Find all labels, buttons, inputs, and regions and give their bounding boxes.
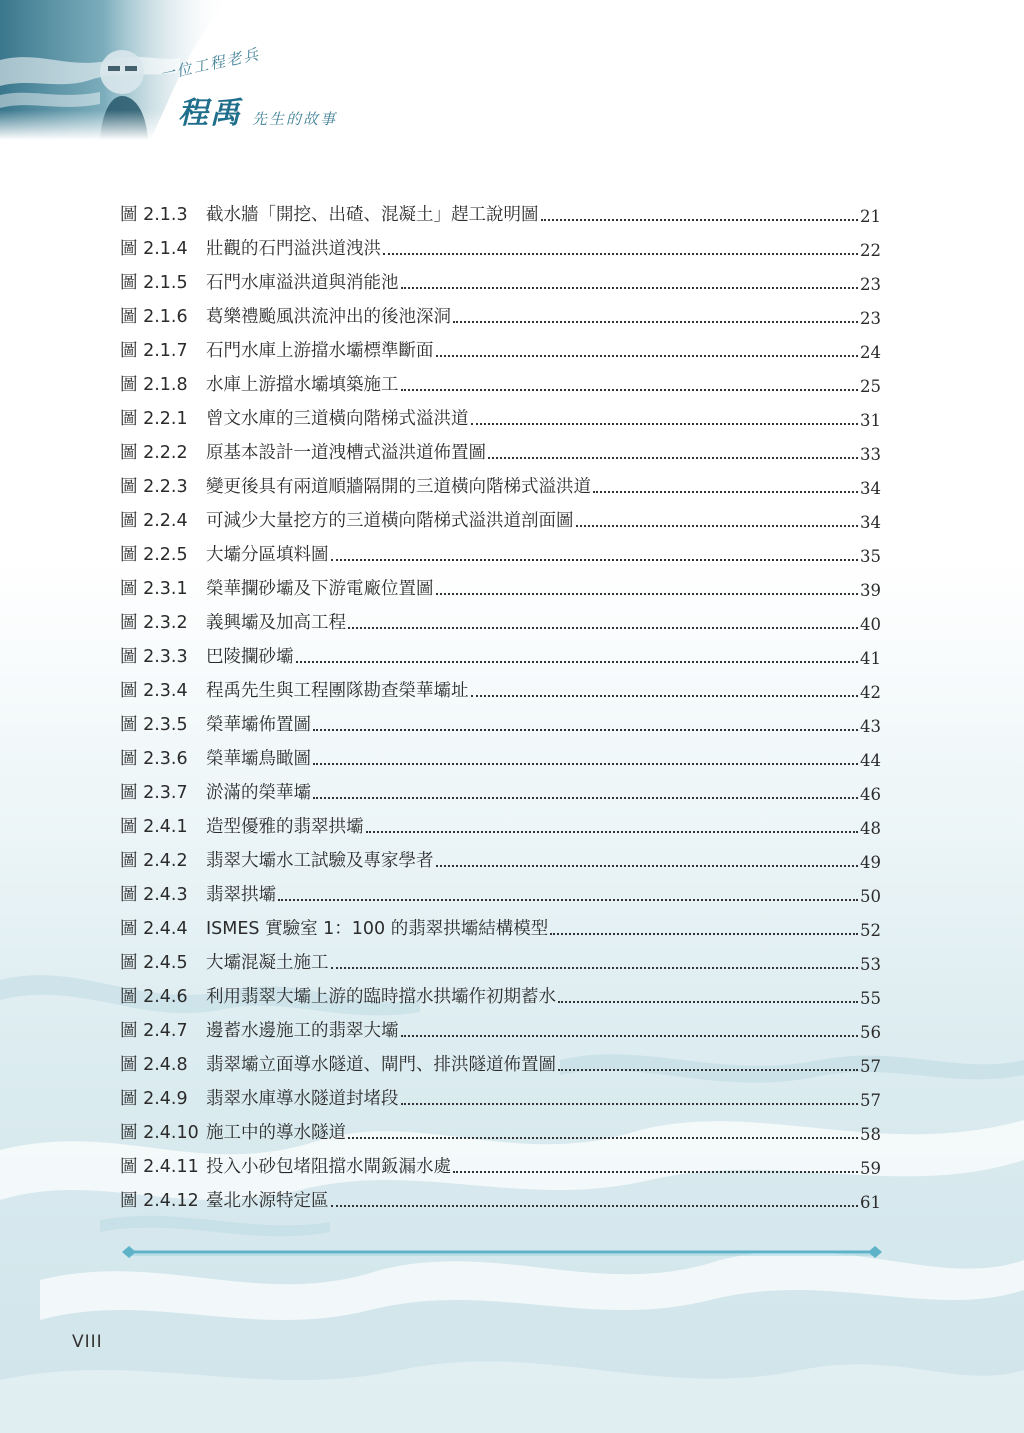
dot-leader <box>401 1103 859 1105</box>
dot-leader <box>558 1001 858 1003</box>
header-tail: 先生的故事 <box>252 110 338 128</box>
figure-title: 葛樂禮颱風洪流沖出的後池深洞 <box>206 307 451 327</box>
divider-line <box>122 1245 882 1259</box>
figure-title: 大壩分區填料圖 <box>206 545 329 565</box>
figure-title: 程禹先生與工程團隊勘查榮華壩址 <box>206 681 469 701</box>
toc-entry <box>120 736 880 770</box>
figure-number: 圖 2.1.8 <box>120 375 188 395</box>
figure-title: 石門水庫上游擋水壩標準斷面 <box>206 341 434 361</box>
figure-title: ISMES 實驗室 1：100 的翡翠拱壩結構模型 <box>206 919 549 939</box>
page-reference: 44 <box>860 751 881 770</box>
page-reference: 23 <box>860 275 881 294</box>
page-reference: 43 <box>860 717 881 736</box>
dot-leader <box>331 1205 859 1207</box>
dot-leader <box>576 525 859 527</box>
toc-entry <box>120 498 880 532</box>
figure-number: 圖 2.1.6 <box>120 307 188 327</box>
dot-leader <box>278 899 858 901</box>
dot-leader <box>348 627 858 629</box>
figure-title: 施工中的導水隧道 <box>206 1123 346 1143</box>
figure-number: 圖 2.4.11 <box>120 1157 199 1177</box>
figure-number: 圖 2.1.3 <box>120 205 188 225</box>
toc-entry <box>120 396 880 430</box>
dot-leader <box>550 933 858 935</box>
figure-number: 圖 2.4.12 <box>120 1191 199 1211</box>
figure-number: 圖 2.3.5 <box>120 715 188 735</box>
toc-entry <box>120 1042 880 1076</box>
page-reference: 53 <box>860 955 881 974</box>
figure-number: 圖 2.4.3 <box>120 885 188 905</box>
page-reference: 56 <box>860 1023 881 1042</box>
page-reference: 34 <box>860 479 881 498</box>
dot-leader <box>541 219 859 221</box>
toc-entry <box>120 1178 880 1212</box>
figure-number: 圖 2.2.2 <box>120 443 188 463</box>
toc-entry <box>120 1008 880 1042</box>
page-reference: 52 <box>860 921 881 940</box>
dot-leader <box>331 967 859 969</box>
page-reference: 57 <box>860 1091 881 1110</box>
toc-entry <box>120 226 880 260</box>
figure-title: 淤滿的榮華壩 <box>206 783 311 803</box>
page-reference: 41 <box>860 649 881 668</box>
page-reference: 42 <box>860 683 881 702</box>
toc-entry <box>120 260 880 294</box>
figure-title: 變更後具有兩道順牆隔開的三道橫向階梯式溢洪道 <box>206 477 591 497</box>
figure-title: 曾文水庫的三道橫向階梯式溢洪道 <box>206 409 469 429</box>
figure-title: 巴陵攔砂壩 <box>206 647 294 667</box>
figure-title: 原基本設計一道洩槽式溢洪道佈置圖 <box>206 443 486 463</box>
toc-entry <box>120 430 880 464</box>
figure-number: 圖 2.4.6 <box>120 987 188 1007</box>
dot-leader <box>488 457 858 459</box>
page-reference: 39 <box>860 581 881 600</box>
dot-leader <box>593 491 858 493</box>
figure-number: 圖 2.3.2 <box>120 613 188 633</box>
figure-title: 義興壩及加高工程 <box>206 613 346 633</box>
figure-number: 圖 2.4.8 <box>120 1055 188 1075</box>
figure-title: 榮華攔砂壩及下游電廠位置圖 <box>206 579 434 599</box>
toc-entry <box>120 702 880 736</box>
page-reference: 50 <box>860 887 881 906</box>
dot-leader <box>348 1137 858 1139</box>
figure-title: 臺北水源特定區 <box>206 1191 329 1211</box>
figure-number: 圖 2.1.7 <box>120 341 188 361</box>
page-reference: 49 <box>860 853 881 872</box>
toc-entry <box>120 668 880 702</box>
toc-entry <box>120 328 880 362</box>
dot-leader <box>401 1035 859 1037</box>
figure-number: 圖 2.3.6 <box>120 749 188 769</box>
page-reference: 35 <box>860 547 881 566</box>
figure-title: 榮華壩鳥瞰圖 <box>206 749 311 769</box>
dot-leader <box>436 865 859 867</box>
figure-number: 圖 2.4.9 <box>120 1089 188 1109</box>
figure-list <box>120 192 880 1212</box>
dot-leader <box>558 1069 858 1071</box>
page-reference: 24 <box>860 343 881 362</box>
header-subtitle: 一位工程老兵 <box>158 44 262 84</box>
figure-title: 壯觀的石門溢洪道洩洪 <box>206 239 381 259</box>
figure-number: 圖 2.4.1 <box>120 817 188 837</box>
toc-entry <box>120 940 880 974</box>
figure-number: 圖 2.4.2 <box>120 851 188 871</box>
page-reference: 58 <box>860 1125 881 1144</box>
figure-title: 大壩混凝土施工 <box>206 953 329 973</box>
figure-title: 翡翠大壩水工試驗及專家學者 <box>206 851 434 871</box>
figure-number: 圖 2.2.5 <box>120 545 188 565</box>
dot-leader <box>453 1171 858 1173</box>
figure-title: 翡翠水庫導水隧道封堵段 <box>206 1089 399 1109</box>
toc-entry <box>120 1110 880 1144</box>
figure-title: 石門水庫溢洪道與消能池 <box>206 273 399 293</box>
figure-title: 水庫上游擋水壩填築施工 <box>206 375 399 395</box>
header-book-title <box>158 44 360 142</box>
page-reference: 61 <box>860 1193 881 1212</box>
figure-number: 圖 2.2.3 <box>120 477 188 497</box>
dot-leader <box>436 355 859 357</box>
figure-title: 翡翠壩立面導水隧道、閘門、排洪隧道佈置圖 <box>206 1055 556 1075</box>
toc-entry <box>120 1076 880 1110</box>
dot-leader <box>436 593 859 595</box>
dot-leader <box>401 389 859 391</box>
figure-number: 圖 2.3.3 <box>120 647 188 667</box>
figure-number: 圖 2.2.4 <box>120 511 188 531</box>
figure-title: 可減少大量挖方的三道橫向階梯式溢洪道剖面圖 <box>206 511 574 531</box>
page-reference: 55 <box>860 989 881 1008</box>
toc-entry <box>120 566 880 600</box>
figure-title: 翡翠拱壩 <box>206 885 276 905</box>
page-reference: 31 <box>860 411 881 430</box>
dot-leader <box>296 661 859 663</box>
divider-right-diamond <box>868 1246 882 1258</box>
toc-entry <box>120 294 880 328</box>
dot-leader <box>331 559 859 561</box>
divider-left-diamond <box>122 1246 136 1258</box>
toc-entry <box>120 974 880 1008</box>
figure-title: 榮華壩佈置圖 <box>206 715 311 735</box>
figure-number: 圖 2.3.7 <box>120 783 188 803</box>
dot-leader <box>383 253 858 255</box>
toc-entry <box>120 464 880 498</box>
toc-entry <box>120 192 880 226</box>
toc-entry <box>120 362 880 396</box>
figure-number: 圖 2.1.4 <box>120 239 188 259</box>
page-number: VIII <box>72 1332 103 1352</box>
toc-entry <box>120 1144 880 1178</box>
figure-title: 利用翡翠大壩上游的臨時擋水拱壩作初期蓄水 <box>206 987 556 1007</box>
figure-number: 圖 2.4.7 <box>120 1021 188 1041</box>
page-reference: 33 <box>860 445 881 464</box>
figure-number: 圖 2.4.10 <box>120 1123 199 1143</box>
page-reference: 48 <box>860 819 881 838</box>
dot-leader <box>313 763 858 765</box>
page-reference: 34 <box>860 513 881 532</box>
toc-entry <box>120 634 880 668</box>
dot-leader <box>366 831 859 833</box>
toc-entry <box>120 906 880 940</box>
page-reference: 59 <box>860 1159 881 1178</box>
dot-leader <box>453 321 858 323</box>
toc-entry <box>120 872 880 906</box>
toc-entry <box>120 804 880 838</box>
page-reference: 23 <box>860 309 881 328</box>
page-reference: 40 <box>860 615 881 634</box>
toc-entry <box>120 770 880 804</box>
figure-title: 造型優雅的翡翠拱壩 <box>206 817 364 837</box>
toc-entry <box>120 532 880 566</box>
figure-number: 圖 2.4.4 <box>120 919 188 939</box>
figure-number: 圖 2.1.5 <box>120 273 188 293</box>
figure-number: 圖 2.3.1 <box>120 579 188 599</box>
dot-leader <box>471 423 859 425</box>
header-name: 程禹 <box>178 96 242 131</box>
figure-title: 邊蓄水邊施工的翡翠大壩 <box>206 1021 399 1041</box>
figure-title: 投入小砂包堵阻擋水閘鈑漏水處 <box>206 1157 451 1177</box>
toc-entry <box>120 838 880 872</box>
figure-title: 截水牆「開挖、出碴、混凝土」趕工說明圖 <box>206 205 539 225</box>
dot-leader <box>471 695 859 697</box>
page-reference: 57 <box>860 1057 881 1076</box>
figure-number: 圖 2.2.1 <box>120 409 188 429</box>
toc-entry <box>120 600 880 634</box>
page-reference: 46 <box>860 785 881 804</box>
page-reference: 22 <box>860 241 881 260</box>
page-reference: 21 <box>860 207 881 226</box>
dot-leader <box>313 729 858 731</box>
page-reference: 25 <box>860 377 881 396</box>
dot-leader <box>401 287 859 289</box>
figure-number: 圖 2.3.4 <box>120 681 188 701</box>
figure-number: 圖 2.4.5 <box>120 953 188 973</box>
dot-leader <box>313 797 858 799</box>
